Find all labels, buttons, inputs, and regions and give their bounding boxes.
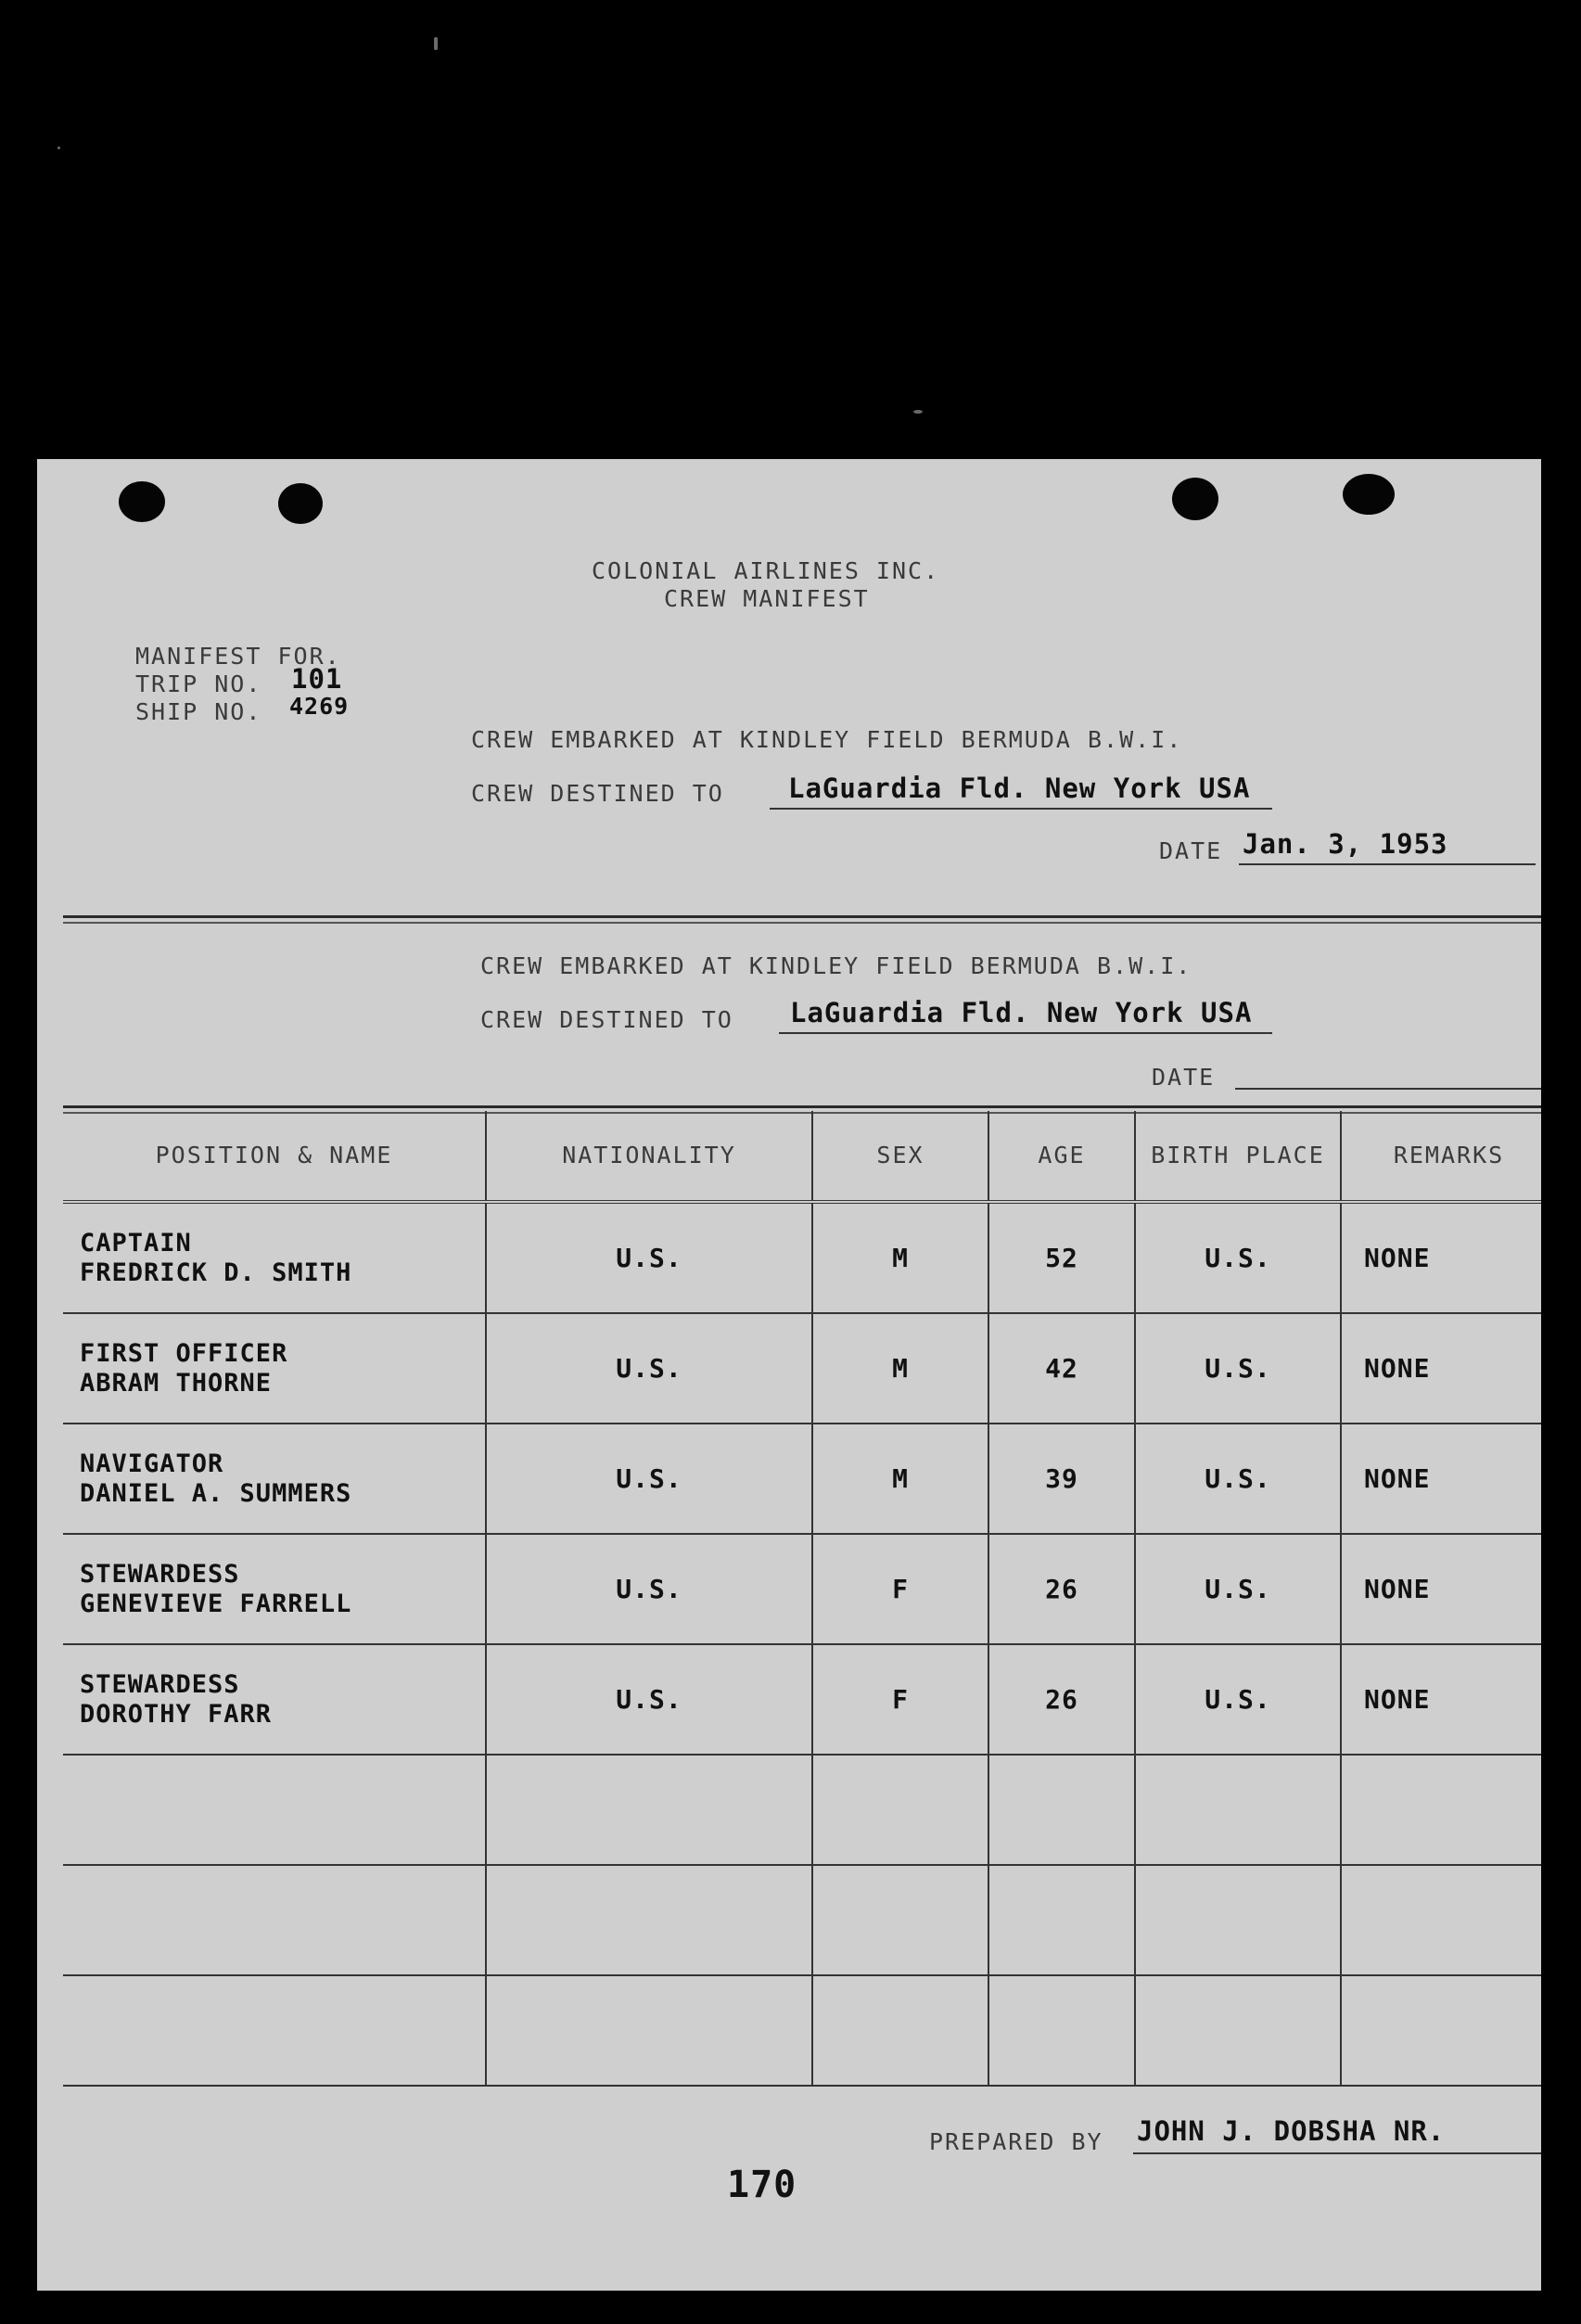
crew-name: DANIEL A. SUMMERS bbox=[80, 1478, 352, 1508]
punch-hole bbox=[278, 483, 323, 524]
nationality-cell: U.S. bbox=[486, 1424, 812, 1534]
empty-table-row bbox=[63, 1975, 1541, 2086]
sex-cell: M bbox=[812, 1313, 988, 1424]
empty-table-row bbox=[63, 1865, 1541, 1975]
remarks-cell: NONE bbox=[1341, 1202, 1541, 1313]
date-label: DATE bbox=[1152, 1064, 1216, 1091]
birth-place-cell: U.S. bbox=[1135, 1313, 1341, 1424]
column-header: POSITION & NAME bbox=[63, 1111, 486, 1202]
crew-position: FIRST OFFICER bbox=[80, 1338, 288, 1368]
section-divider bbox=[63, 915, 1541, 924]
date-underline bbox=[1235, 1088, 1541, 1090]
age-cell: 39 bbox=[988, 1424, 1135, 1534]
crew-table bbox=[63, 1111, 1541, 2087]
table-row bbox=[63, 1644, 1541, 1755]
table-header-row bbox=[63, 1111, 1541, 1202]
column-header: REMARKS bbox=[1341, 1111, 1541, 1202]
destination-underline bbox=[770, 808, 1272, 810]
punch-hole bbox=[1172, 478, 1218, 520]
age-cell: 52 bbox=[988, 1202, 1135, 1313]
table-row bbox=[63, 1424, 1541, 1534]
crew-position: CAPTAIN bbox=[80, 1228, 192, 1258]
sex-cell: F bbox=[812, 1534, 988, 1644]
position-name-cell bbox=[63, 1534, 486, 1644]
sex-cell: M bbox=[812, 1202, 988, 1313]
page-number: 170 bbox=[727, 2164, 797, 2206]
remarks-cell: NONE bbox=[1341, 1644, 1541, 1755]
trip-no-value: 101 bbox=[291, 663, 343, 695]
table-row bbox=[63, 1313, 1541, 1424]
column-header: SEX bbox=[812, 1111, 988, 1202]
age-cell: 26 bbox=[988, 1644, 1135, 1755]
table-row bbox=[63, 1534, 1541, 1644]
date-label: DATE bbox=[1159, 837, 1223, 864]
crew-name: ABRAM THORNE bbox=[80, 1368, 273, 1398]
sex-cell: F bbox=[812, 1644, 988, 1755]
birth-place-cell: U.S. bbox=[1135, 1202, 1341, 1313]
column-header: AGE bbox=[988, 1111, 1135, 1202]
crew-position: STEWARDESS bbox=[80, 1669, 240, 1699]
sex-cell: M bbox=[812, 1424, 988, 1534]
dust-speck bbox=[913, 410, 923, 414]
remarks-cell: NONE bbox=[1341, 1424, 1541, 1534]
remarks-cell: NONE bbox=[1341, 1313, 1541, 1424]
column-header: NATIONALITY bbox=[486, 1111, 812, 1202]
position-name-cell bbox=[63, 1644, 486, 1755]
table-row bbox=[63, 1202, 1541, 1313]
date-value: Jan. 3, 1953 bbox=[1243, 828, 1448, 860]
destined-label: CREW DESTINED TO bbox=[480, 1006, 733, 1033]
crew-name: DOROTHY FARR bbox=[80, 1699, 273, 1729]
empty-table-row bbox=[63, 1755, 1541, 1865]
company-name: COLONIAL AIRLINES INC. bbox=[592, 557, 940, 584]
embarked-label: CREW EMBARKED AT KINDLEY FIELD BERMUDA B.W.I. bbox=[480, 952, 1192, 979]
birth-place-cell: U.S. bbox=[1135, 1424, 1341, 1534]
birth-place-cell: U.S. bbox=[1135, 1534, 1341, 1644]
destination-underline bbox=[779, 1032, 1272, 1034]
ship-no-value: 4269 bbox=[289, 693, 350, 720]
dust-speck bbox=[57, 147, 60, 149]
date-underline bbox=[1239, 863, 1536, 865]
crew-name: GENEVIEVE FARRELL bbox=[80, 1589, 352, 1618]
dust-speck bbox=[434, 37, 438, 50]
trip-no-label: TRIP NO. bbox=[135, 670, 262, 697]
prepared-by-value: JOHN J. DOBSHA NR. bbox=[1137, 2115, 1446, 2147]
position-name-cell bbox=[63, 1424, 486, 1534]
crew-position: NAVIGATOR bbox=[80, 1449, 224, 1478]
embarked-label: CREW EMBARKED AT KINDLEY FIELD BERMUDA B.W.I. bbox=[471, 726, 1183, 753]
manifest-page bbox=[37, 459, 1541, 2291]
crew-position: STEWARDESS bbox=[80, 1559, 240, 1589]
position-name-cell bbox=[63, 1202, 486, 1313]
nationality-cell: U.S. bbox=[486, 1313, 812, 1424]
column-header: BIRTH PLACE bbox=[1135, 1111, 1341, 1202]
remarks-cell: NONE bbox=[1341, 1534, 1541, 1644]
position-name-cell bbox=[63, 1313, 486, 1424]
destined-label: CREW DESTINED TO bbox=[471, 780, 724, 807]
prepared-by-underline bbox=[1133, 2152, 1541, 2154]
nationality-cell: U.S. bbox=[486, 1644, 812, 1755]
manifest-for-label: MANIFEST FOR. bbox=[135, 643, 341, 670]
punch-hole bbox=[1343, 474, 1395, 515]
age-cell: 26 bbox=[988, 1534, 1135, 1644]
birth-place-cell: U.S. bbox=[1135, 1644, 1341, 1755]
form-title: CREW MANIFEST bbox=[664, 585, 870, 612]
ship-no-label: SHIP NO. bbox=[135, 698, 262, 725]
nationality-cell: U.S. bbox=[486, 1534, 812, 1644]
nationality-cell: U.S. bbox=[486, 1202, 812, 1313]
destination-value: LaGuardia Fld. New York USA bbox=[788, 773, 1251, 804]
crew-name: FREDRICK D. SMITH bbox=[80, 1258, 352, 1287]
destination-value: LaGuardia Fld. New York USA bbox=[790, 997, 1253, 1028]
prepared-by-label: PREPARED BY bbox=[929, 2128, 1103, 2155]
punch-hole bbox=[119, 481, 165, 522]
age-cell: 42 bbox=[988, 1313, 1135, 1424]
